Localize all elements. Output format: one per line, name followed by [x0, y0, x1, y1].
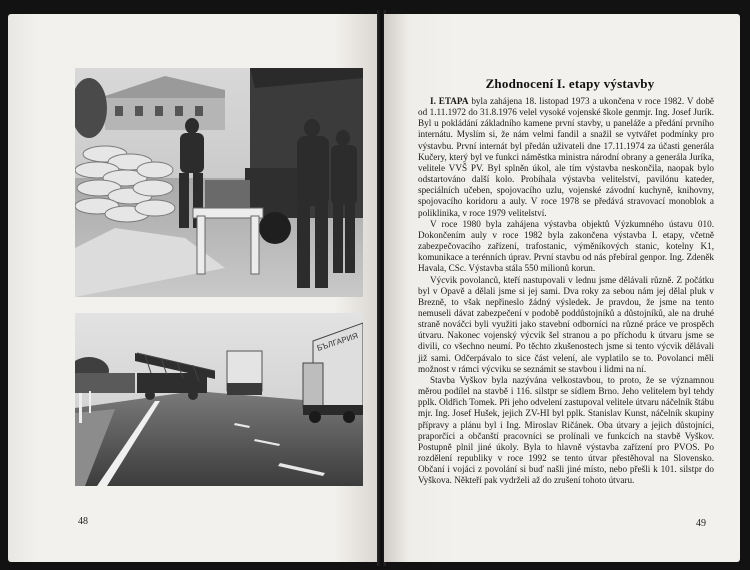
- paragraph-lead: I. ETAPA: [430, 96, 469, 106]
- paragraph-3: [418, 275, 714, 375]
- construction-site-photo: [75, 68, 363, 297]
- truck-lettering: БЪЛГАРИЯ: [315, 331, 360, 353]
- paragraph-text: byla zahájena 18. listopad 1973 a ukončena v roce 1982. V době od 1.11.1972 do 31.8.1976 velel vysoké vojenské škole genmjr. Ing. Josef Jurík. Byl u pokládání základního kamene první stavby, u paneláže a předání prvního internátu. Myslím si, že nám velmi fandil a snažil se vytvářet podmínky pro výstavbu. První internát byl předán uživateli dne 17.11.1974 za účasti generála Kučery, který byl ve funkci náměstka ministra národní obrany a generála Juríka, velitele VVŠ PV. Byl splněn úkol, ale tím výstavba neskončila, naopak bylo odstartováno další kolo. Probíhala výstavba velitelství, pavilónu kateder, speciálních učeben, spojovacího uzlu, vojenské závodní kuchyně, knihovny, spojovacího koridoru a auly. V roce 1978 se předává stravovací monoblok a poliklinika, v roce 1979 velitelství.: [418, 96, 714, 218]
- page-number-right: 49: [696, 518, 706, 529]
- paragraph-text: Výcvik povolanců, kteří nastupovali v lednu jsme dělávali různě. Z počátku byl v Opavě a dělali jsme si jej sami. Dva roky za sebou nám jej dělal pluk v Brezně, to však nepřineslo žádný výsledek. Je pravdou, že jsme na tento nemuseli dávat zabezpečení v podobě poddůstojníků a důstojníků, ale na druhé straně nováčci byli využiti jako stavební odborníci na různé práce ve prospěch útvaru. Nakonec vojenský výcvik šel stranou a po příchodu k útvaru jsme se divili, co všechno neumí. Po těchto zkušenostech jsme si tento výcvik dělávali již sami. Odčerpávalo to sice část velení, ale vyplatilo se to. Povolanci měli možnost v rámci výcviku se seznámit se stavbou i lidmi na ní.: [418, 274, 714, 374]
- paragraph-1: [418, 96, 714, 219]
- paragraph-text: Stavba Vyškov byla nazývána velkostavbou, to proto, že se významnou měrou podílel na stavbě i 116. silstpr se sídlem Brno. Jeho velitelem byl tehdy pplk. Oldřich Tomek. Při jeho odvelení zastupoval velitele útvaru náčelník štábu mjr. Ing. Josef Hušek, jejich ZV-HI byl pplk. Stanislav Kunst, náčelník skupiny přípravy a plánu byl i Ing. Miroslav Ričánek. Oba útvary a jejich důstojníci, praporčíci a občanští pracovníci se prolínali ve funkcích na stavbě Vyškov. Postupně plnil jiné úkoly. Byla to hlavně výstavba zařízení pro PVOS. Po rozdělení republiky v roce 1992 se tento útvar přestěhoval na Slovensko. Občaní i vojáci z povolání si buď našli jiné místo, nebo přešli k 101. silstpr do Vyškova. Někteří pak vydrželi až do zrušení tohoto útvaru.: [418, 374, 714, 486]
- chapter-title: Zhodnocení I. etapy výstavby: [485, 76, 655, 91]
- page-number-left: 48: [78, 516, 88, 527]
- paragraph-4: [418, 375, 714, 487]
- paragraph-text: V roce 1980 byla zahájena výstavba objektů Výzkumného ústavu 010. Dokončením auly v roce 1982 byla zakončena výstavba I. etapy, včetně zabezpečovacího zařízení, trafostanic, výměníkových stanic, kotelny K1, komunikace a terénních úprav. První stavbu od nás přebíral genpor. Ing. Zdeněk Havala, CSc. Výstavba stála 550 milionů korun.: [418, 218, 714, 274]
- road-convoy-photo: [75, 313, 363, 486]
- paragraph-2: [418, 219, 714, 275]
- body-text: [418, 96, 714, 486]
